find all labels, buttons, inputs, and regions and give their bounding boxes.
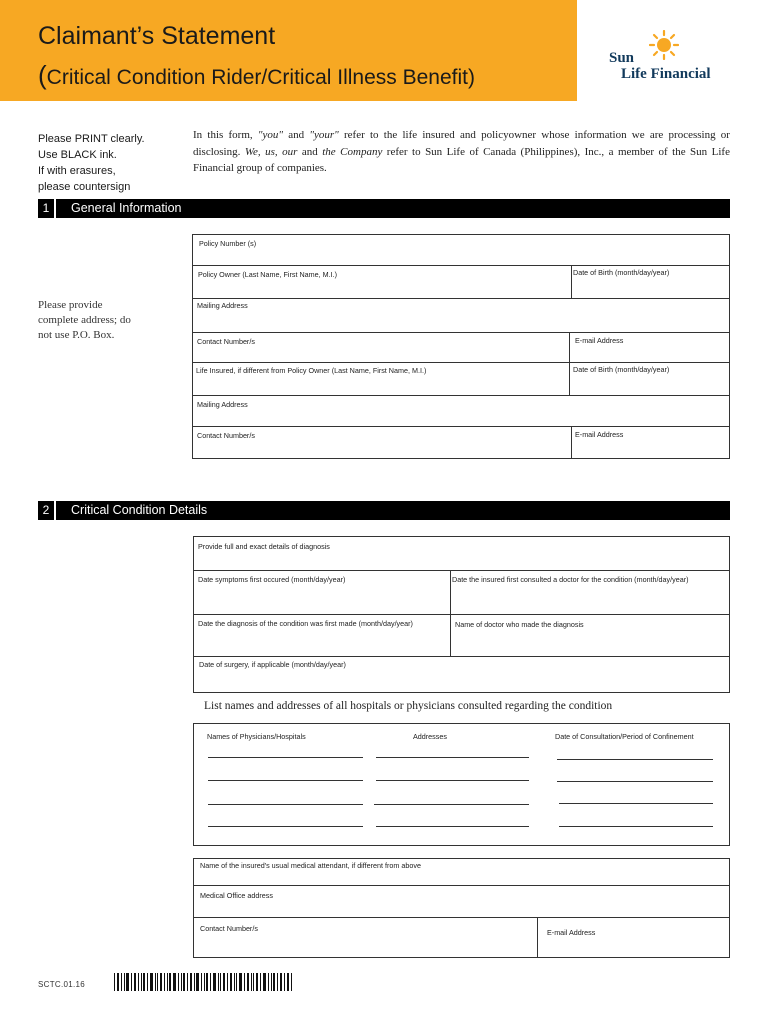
physician-name-line[interactable] <box>208 826 363 827</box>
owner-dob-field[interactable]: Date of Birth (month/day/year) <box>573 268 670 277</box>
divider <box>193 570 730 571</box>
divider <box>571 265 572 298</box>
intro-text: and <box>283 129 310 141</box>
address-side-note <box>38 298 131 343</box>
owner-contact-number-field[interactable]: Contact Number/s <box>197 337 255 346</box>
side-note-line: complete address; do <box>38 314 131 326</box>
divider <box>193 885 730 886</box>
physician-name-line[interactable] <box>208 780 363 781</box>
intro-company: the Company <box>322 145 383 158</box>
instructions <box>38 131 145 195</box>
barcode-icon <box>114 973 292 991</box>
divider <box>450 570 451 656</box>
consultation-date-line[interactable] <box>559 803 713 804</box>
intro-we: We, us, our <box>244 145 298 158</box>
divider <box>192 395 730 396</box>
address-line[interactable] <box>376 780 529 781</box>
hospitals-list-heading: List names and addresses of all hospitals or physicians consulted regarding the condition <box>204 700 613 712</box>
symptoms-date-field[interactable]: Date symptoms first occured (month/day/year) <box>198 575 346 584</box>
consultation-date-line[interactable] <box>557 759 713 760</box>
section-2-title: Critical Condition Details <box>71 503 208 517</box>
instruction-line: Use BLACK ink. <box>38 149 117 161</box>
section-2-header <box>38 501 730 520</box>
diagnosis-details-field[interactable]: Provide full and exact details of diagnosis <box>198 542 330 551</box>
insured-contact-number-field[interactable]: Contact Number/s <box>197 431 255 440</box>
medical-attendant-form <box>193 858 730 958</box>
divider <box>192 332 730 333</box>
policy-number-field[interactable]: Policy Number (s) <box>199 239 257 248</box>
section-1-title: General Information <box>71 201 182 215</box>
address-line[interactable] <box>374 804 529 805</box>
instruction-line: please countersign <box>38 181 131 193</box>
section-1-number: 1 <box>38 199 56 218</box>
form-code: SCTC.01.16 <box>38 980 86 989</box>
section-1-header <box>38 199 730 218</box>
medical-attendant-field[interactable]: Name of the insured's usual medical attendant, if different from above <box>200 861 421 870</box>
form-subtitle <box>38 60 475 91</box>
list-column-addresses: Addresses <box>413 732 447 741</box>
medical-office-address-field[interactable]: Medical Office address <box>200 891 273 900</box>
sun-life-logo-icon <box>649 30 679 60</box>
divider <box>192 265 730 266</box>
insured-email-field[interactable]: E-mail Address <box>575 430 624 439</box>
logo-text-life-financial: Life Financial <box>621 66 711 82</box>
divider <box>571 426 572 459</box>
side-note-line: Please provide <box>38 299 103 311</box>
divider <box>193 614 730 615</box>
instruction-line: Please PRINT clearly. <box>38 133 145 145</box>
owner-email-field[interactable]: E-mail Address <box>575 336 624 345</box>
intro-text: and <box>297 145 323 158</box>
insured-dob-field[interactable]: Date of Birth (month/day/year) <box>573 365 670 374</box>
divider <box>192 298 730 299</box>
consultation-date-line[interactable] <box>557 781 713 782</box>
diagnosis-date-field[interactable]: Date the diagnosis of the condition was first made (month/day/year) <box>198 619 413 628</box>
intro-text: refer to Sun Life of Canada (Philippines), Inc., a member of the Sun Life Financial group of companies. <box>193 145 730 174</box>
diagnosing-doctor-field[interactable]: Name of doctor who made the diagnosis <box>455 620 584 629</box>
divider <box>537 917 538 958</box>
intro-your: "your" <box>309 129 339 141</box>
divider <box>192 426 730 427</box>
instruction-line: If with erasures, <box>38 165 116 177</box>
header-band <box>0 0 577 101</box>
address-line[interactable] <box>376 826 529 827</box>
first-consulted-date-field[interactable]: Date the insured first consulted a doctor for the condition (month/day/year) <box>452 575 689 584</box>
divider <box>569 332 570 362</box>
physician-name-line[interactable] <box>208 757 363 758</box>
attendant-email-field[interactable]: E-mail Address <box>547 928 596 937</box>
owner-mailing-address-field[interactable]: Mailing Address <box>197 301 248 310</box>
intro-paragraph <box>193 127 730 177</box>
subtitle-text: Critical Condition Rider/Critical Illness Benefit) <box>46 66 475 89</box>
list-column-consultation-dates: Date of Consultation/Period of Confinement <box>555 732 694 741</box>
side-note-line: not use P.O. Box. <box>38 329 115 341</box>
subtitle-open-paren: ( <box>38 60 47 90</box>
policy-owner-field[interactable]: Policy Owner (Last Name, First Name, M.I.) <box>198 270 337 279</box>
address-line[interactable] <box>376 757 529 758</box>
hospitals-list-form <box>193 723 730 846</box>
attendant-contact-number-field[interactable]: Contact Number/s <box>200 924 258 933</box>
insured-mailing-address-field[interactable]: Mailing Address <box>197 400 248 409</box>
divider <box>193 917 730 918</box>
divider <box>569 362 570 395</box>
section-2-number: 2 <box>38 501 56 520</box>
form-title: Claimant’s Statement <box>38 22 276 50</box>
sun-life-logo <box>609 30 734 85</box>
intro-text: refer to the life insured and policyowner whose information we are processing or disclosing. <box>193 129 730 158</box>
consultation-date-line[interactable] <box>559 826 713 827</box>
intro-text: In this form, <box>193 129 258 141</box>
list-column-names: Names of Physicians/Hospitals <box>207 732 306 741</box>
divider <box>192 362 730 363</box>
logo-text-sun: Sun <box>609 50 635 66</box>
physician-name-line[interactable] <box>208 804 363 805</box>
life-insured-field[interactable]: Life Insured, if different from Policy Owner (Last Name, First Name, M.I.) <box>196 366 427 375</box>
intro-you: "you" <box>257 129 284 141</box>
surgery-date-field[interactable]: Date of surgery, if applicable (month/day/year) <box>199 660 346 669</box>
divider <box>193 656 730 657</box>
